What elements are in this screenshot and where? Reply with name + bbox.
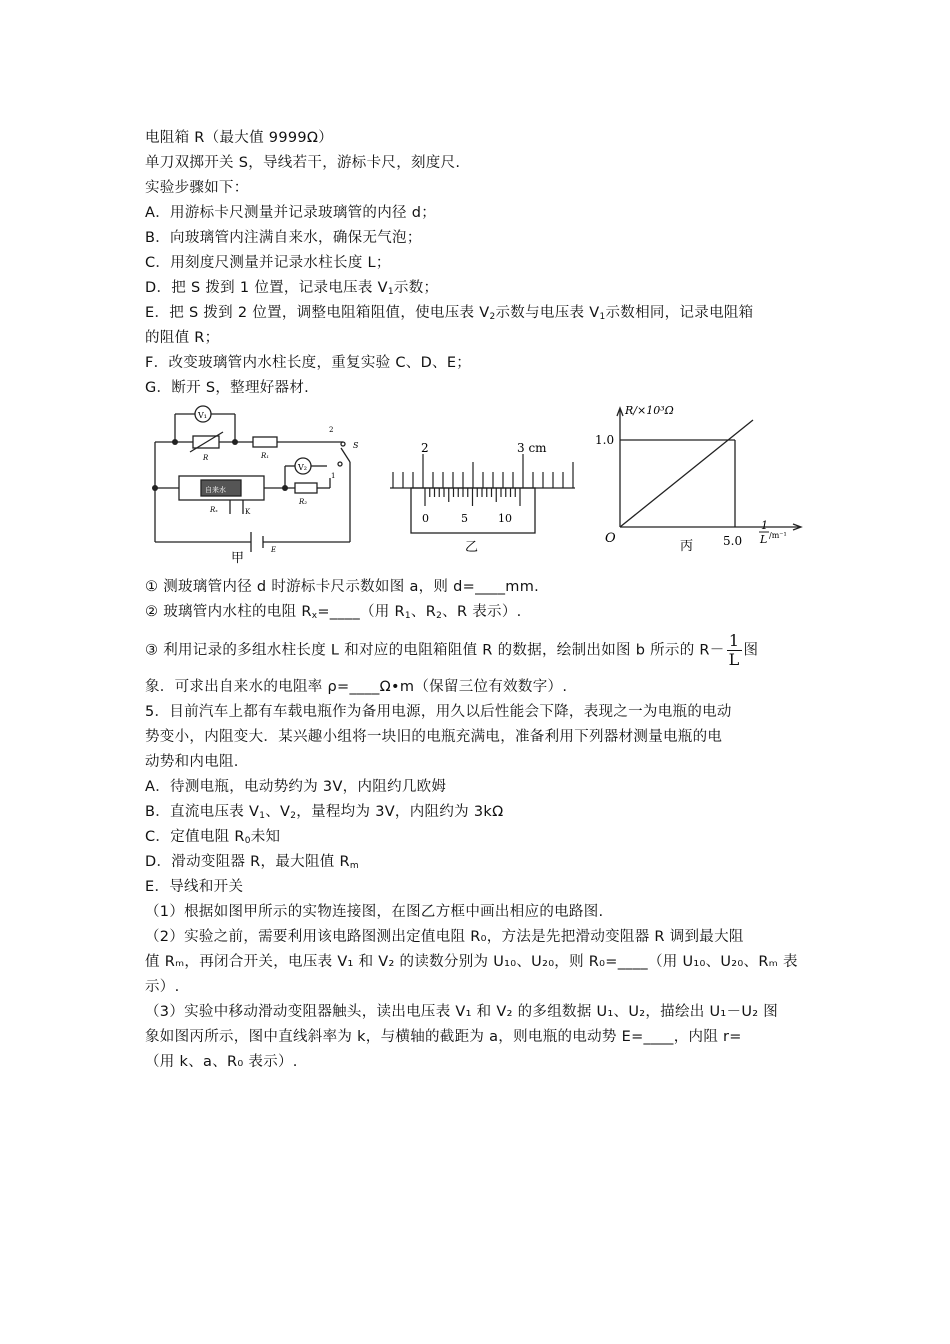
x-tick-label: 5.0 [723,534,743,548]
text-line: A．用游标卡尺测量并记录玻璃管的内径 d； [145,205,437,221]
question-3-cont: 象．可求出自来水的电阻率 ρ=____Ω•m（保留三位有效数字）. [145,679,568,695]
option-b: B．直流电压表 $V_1$、$V_2$，量程均为 3V，内阻约为 3kΩ [145,804,504,821]
y-axis-label: R/×10³Ω [625,404,674,417]
problem5-line2: 势变小，内阻变大．某兴趣小组将一块旧的电瓶充满电，准备利用下列器材测量电瓶的电 [145,729,723,745]
x-axis-label-den: L [760,533,768,546]
part-1: （1）根据如图甲所示的实物连接图，在图乙方框中画出相应的电路图. [145,904,604,920]
question-3: ③ 利用记录的多组水柱长度 L 和对应的电阻箱阻值 R 的数据，绘制出如图 b 所示的 R－ $\frac{1}{L}$ 图 [145,631,759,669]
part-2-line3: 示）. [145,979,180,995]
v2-label: V₂ [298,463,307,472]
step-e-line: E．把 S 拨到 2 位置，调整电阻箱阻值，使电压表 $V_2$示数与电压表 $V_1$示数相同，记录电阻箱 [145,305,754,322]
y-tick-label: 1.0 [595,433,615,447]
switch-pos-2: 2 [329,426,334,434]
battery-label: E [271,546,277,554]
option-d: D．滑动变阻器 R，最大阻值 $R_m$ [145,854,359,871]
part-2-line2: 值 Rₘ，再闭合开关，电压表 V₁ 和 V₂ 的读数分别为 U₁₀、U₂₀，则 R₀=____（用 U₁₀、U₂₀、Rₘ 表 [145,954,798,970]
option-c: C．定值电阻 $R_0$未知 [145,829,281,846]
option-e: E．导线和开关 [145,879,244,895]
vernier-label-10: 10 [498,512,512,525]
problem5-line3: 动势和内电阻. [145,754,239,770]
vernier-figure-yi [385,438,580,558]
fraction-1-over-L: $\frac{1}{L}$ [728,631,740,669]
question-2: ② 玻璃管内水柱的电阻 $R_x=\_\_\_\_$（用 $R_1$、$R_2$、R 表示）. [145,604,522,621]
x-axis-label-unit: /m⁻¹ [769,531,787,540]
graph-figure-bing [595,402,815,557]
r-label: R [203,454,209,462]
part-3-line3: （用 k、a、R₀ 表示）. [145,1054,298,1070]
question-1: ① 测玻璃管内径 d 时游标卡尺示数如图 a，则 d=____mm. [145,579,540,595]
switch-pos-1: 1 [331,472,336,480]
text-line: 的阻值 R； [145,330,220,346]
part-3-line1: （3）实验中移动滑动变阻器触头，读出电压表 V₁ 和 V₂ 的多组数据 U₁、U₂，描绘出 U₁－U₂ 图 [145,1004,779,1020]
figure-caption-bing: 丙 [680,539,694,554]
r1-label: R₁ [261,452,270,460]
part-3-line2: 象如图丙所示，图中直线斜率为 k，与横轴的截距为 a，则电瓶的电动势 E=____，内阻 r= [145,1029,742,1045]
step-d-line: D．把 S 拨到 1 位置，记录电压表 $V_1$示数； [145,280,439,297]
main-scale-label-3cm: 3 cm [517,441,547,455]
circuit-figure-jia [145,402,370,567]
k-label: K [245,508,251,516]
option-a: A．待测电瓶，电动势约为 3V，内阻约几欧姆 [145,779,447,795]
part-2-line1: （2）实验之前，需要利用该电路图测出定值电阻 R₀，方法是先把滑动变阻器 R 调到最大阻 [145,929,744,945]
vernier-label-0: 0 [422,512,429,525]
text-line: 单刀双掷开关 S，导线若干，游标卡尺，刻度尺. [145,155,461,171]
figure-caption-yi: 乙 [465,540,479,555]
text-line: 实验步骤如下： [145,180,249,196]
origin-label: O [605,531,616,546]
text-line: G．断开 S，整理好器材. [145,380,310,396]
switch-label: S [353,441,359,450]
tube-label: 自来水 [205,486,226,494]
figure-caption-jia: 甲 [231,551,245,566]
r2-label: R₂ [299,498,308,506]
rx-label: Rₓ [210,506,218,514]
v1-label: V₁ [198,411,207,420]
problem5-line1: 5．目前汽车上都有车载电瓶作为备用电源，用久以后性能会下降，表现之一为电瓶的电动 [145,704,732,720]
main-scale-label-2: 2 [421,441,429,455]
text-line: F．改变玻璃管内水柱长度，重复实验 C、D、E； [145,355,472,371]
text-line: C．用刻度尺测量并记录水柱长度 L； [145,255,391,271]
text-line: B．向玻璃管内注满自来水，确保无气泡； [145,230,422,246]
text-line: 电阻箱 R（最大值 9999Ω） [145,130,334,146]
x-axis-label-num: 1 [761,519,768,532]
vernier-label-5: 5 [461,512,468,525]
